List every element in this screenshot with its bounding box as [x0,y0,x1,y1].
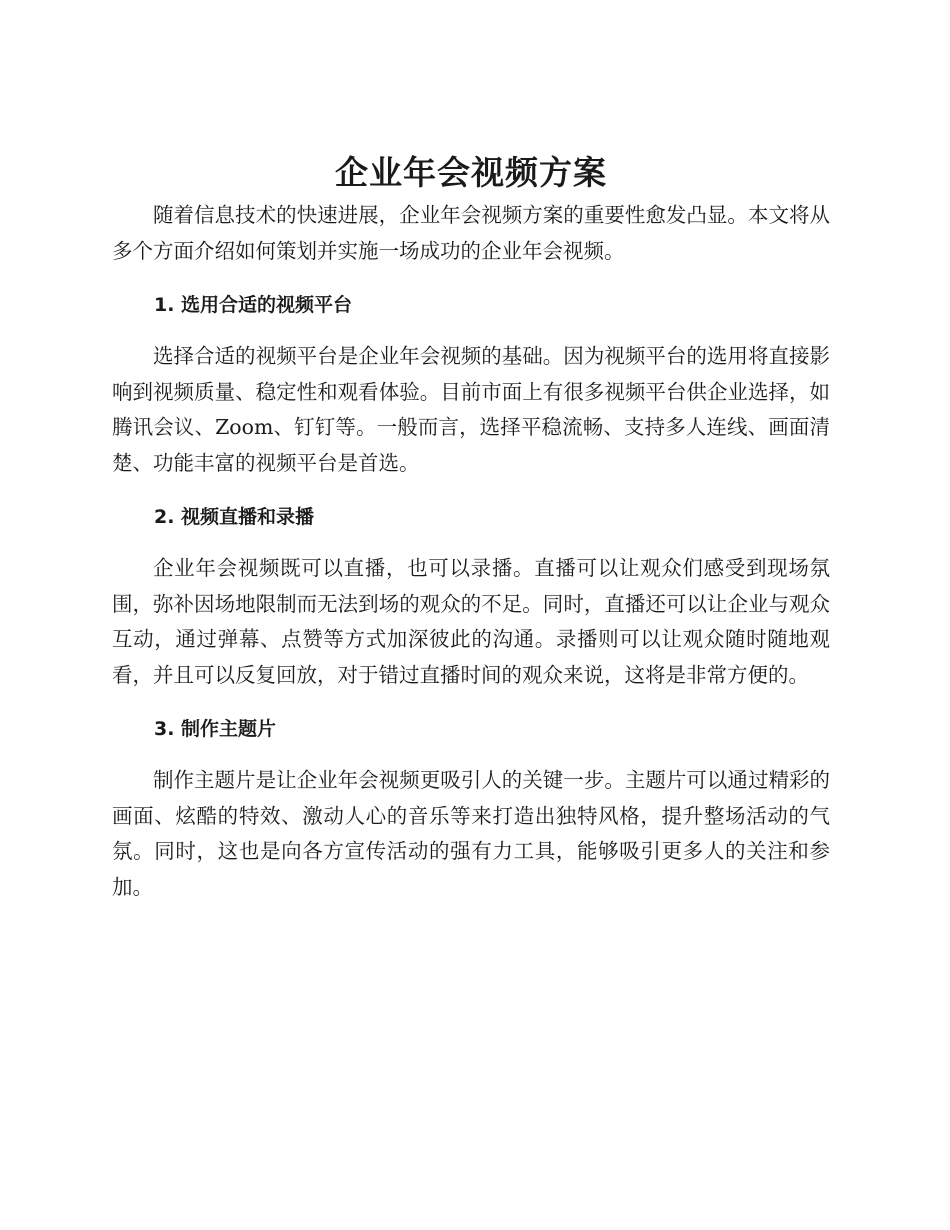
document-title: 企业年会视频方案 [335,153,607,192]
section-body-2: 企业年会视频既可以直播，也可以录播。直播可以让观众们感受到现场氛围，弥补因场地限制而无法到场的观众的不足。同时，直播还可以让企业与观众互动，通过弹幕、点赞等方式加深彼此的沟通。录播则可以让观众随时随地观看，并且可以反复回放，对于错过直播时间的观众来说，这将是非常方便的。 [112,556,830,687]
section-body-1: 选择合适的视频平台是企业年会视频的基础。因为视频平台的选用将直接影响到视频质量、稳定性和观看体验。目前市面上有很多视频平台供企业选择，如腾讯会议、Zoom、钉钉等。一般而言，选择平稳流畅、支持多人连线、画面清楚、功能丰富的视频平台是首选。 [112,344,830,475]
section-heading-1: 1. 选用合适的视频平台 [154,294,353,316]
intro-paragraph: 随着信息技术的快速进展，企业年会视频方案的重要性愈发凸显。本文将从多个方面介绍如何策划并实施一场成功的企业年会视频。 [112,203,830,263]
section-heading-2: 2. 视频直播和录播 [154,506,315,528]
section-heading-3: 3. 制作主题片 [154,718,277,740]
section-body-3: 制作主题片是让企业年会视频更吸引人的关键一步。主题片可以通过精彩的画面、炫酷的特效、激动人心的音乐等来打造出独特风格，提升整场活动的气氛。同时，这也是向各方宣传活动的强有力工具，能够吸引更多人的关注和参加。 [112,768,830,899]
document-page [112,150,830,905]
